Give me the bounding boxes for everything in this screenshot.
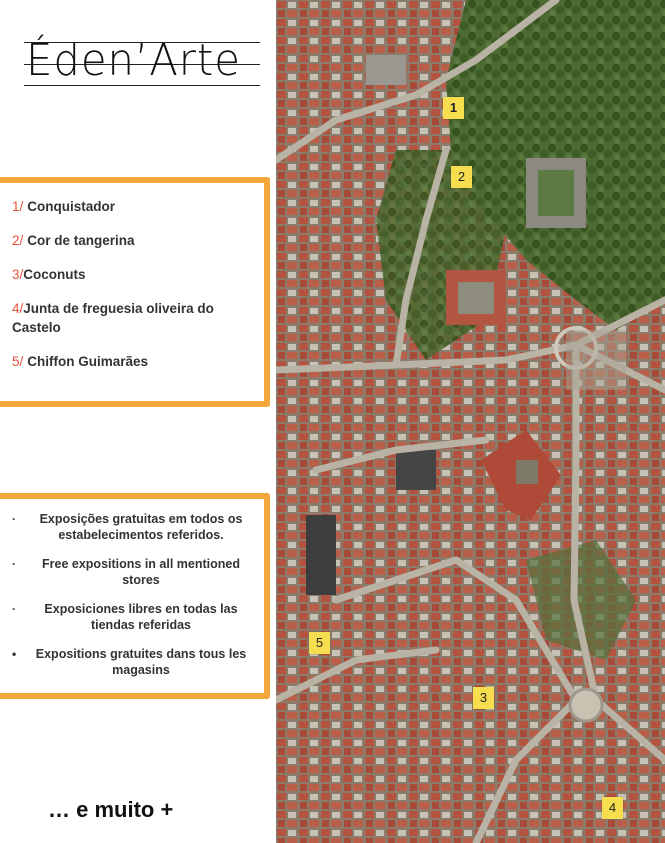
map-marker-3[interactable]: 3 (473, 687, 494, 709)
store-item-4 (12, 299, 260, 337)
bullet: · (12, 557, 16, 571)
exposition-item-en (8, 556, 256, 588)
map-marker-4[interactable]: 4 (602, 797, 623, 819)
store-name: Chiffon Guimarães (27, 354, 149, 369)
store-number: 2/ (12, 233, 24, 248)
bullet: • (12, 647, 17, 661)
store-name: Junta de freguesia oliveira do Castelo (12, 301, 214, 335)
logo (24, 22, 264, 102)
store-name: Conquistador (27, 199, 116, 214)
store-number: 3/ (12, 267, 24, 282)
store-item-3 (12, 265, 260, 284)
logo-text: Éden’Arte (26, 35, 241, 86)
exposition-text: Expositions gratuites dans tous les magasins (35, 647, 247, 677)
store-list-box (0, 177, 270, 407)
store-number: 4/ (12, 301, 24, 316)
store-item-5 (12, 352, 260, 371)
expositions-list (8, 511, 256, 691)
store-number: 5/ (12, 354, 24, 369)
exposition-text: Exposições gratuitas em todos os estabelecimentos referidos. (39, 512, 243, 542)
map-marker-5[interactable]: 5 (309, 632, 330, 654)
store-list (12, 197, 260, 386)
aerial-map-image (276, 0, 665, 843)
store-name: Coconuts (23, 267, 86, 282)
bullet: · (12, 512, 16, 526)
store-item-1 (12, 197, 260, 216)
exposition-text: Free expositions in all mentioned stores (42, 557, 240, 587)
exposition-item-pt (8, 511, 256, 543)
exposition-item-fr (8, 646, 256, 678)
expositions-box (0, 493, 270, 699)
store-item-2 (12, 231, 260, 250)
exposition-text: Exposiciones libres en todas las tiendas referidas (44, 602, 238, 632)
footer-text: … e muito + (48, 797, 174, 822)
store-number: 1/ (12, 199, 24, 214)
store-name: Cor de tangerina (27, 233, 135, 248)
aerial-map[interactable] (276, 0, 665, 843)
map-marker-2[interactable]: 2 (451, 166, 472, 188)
bullet: · (12, 602, 16, 616)
map-marker-1[interactable]: 1 (443, 97, 464, 119)
exposition-item-es (8, 601, 256, 633)
left-panel (0, 0, 276, 843)
